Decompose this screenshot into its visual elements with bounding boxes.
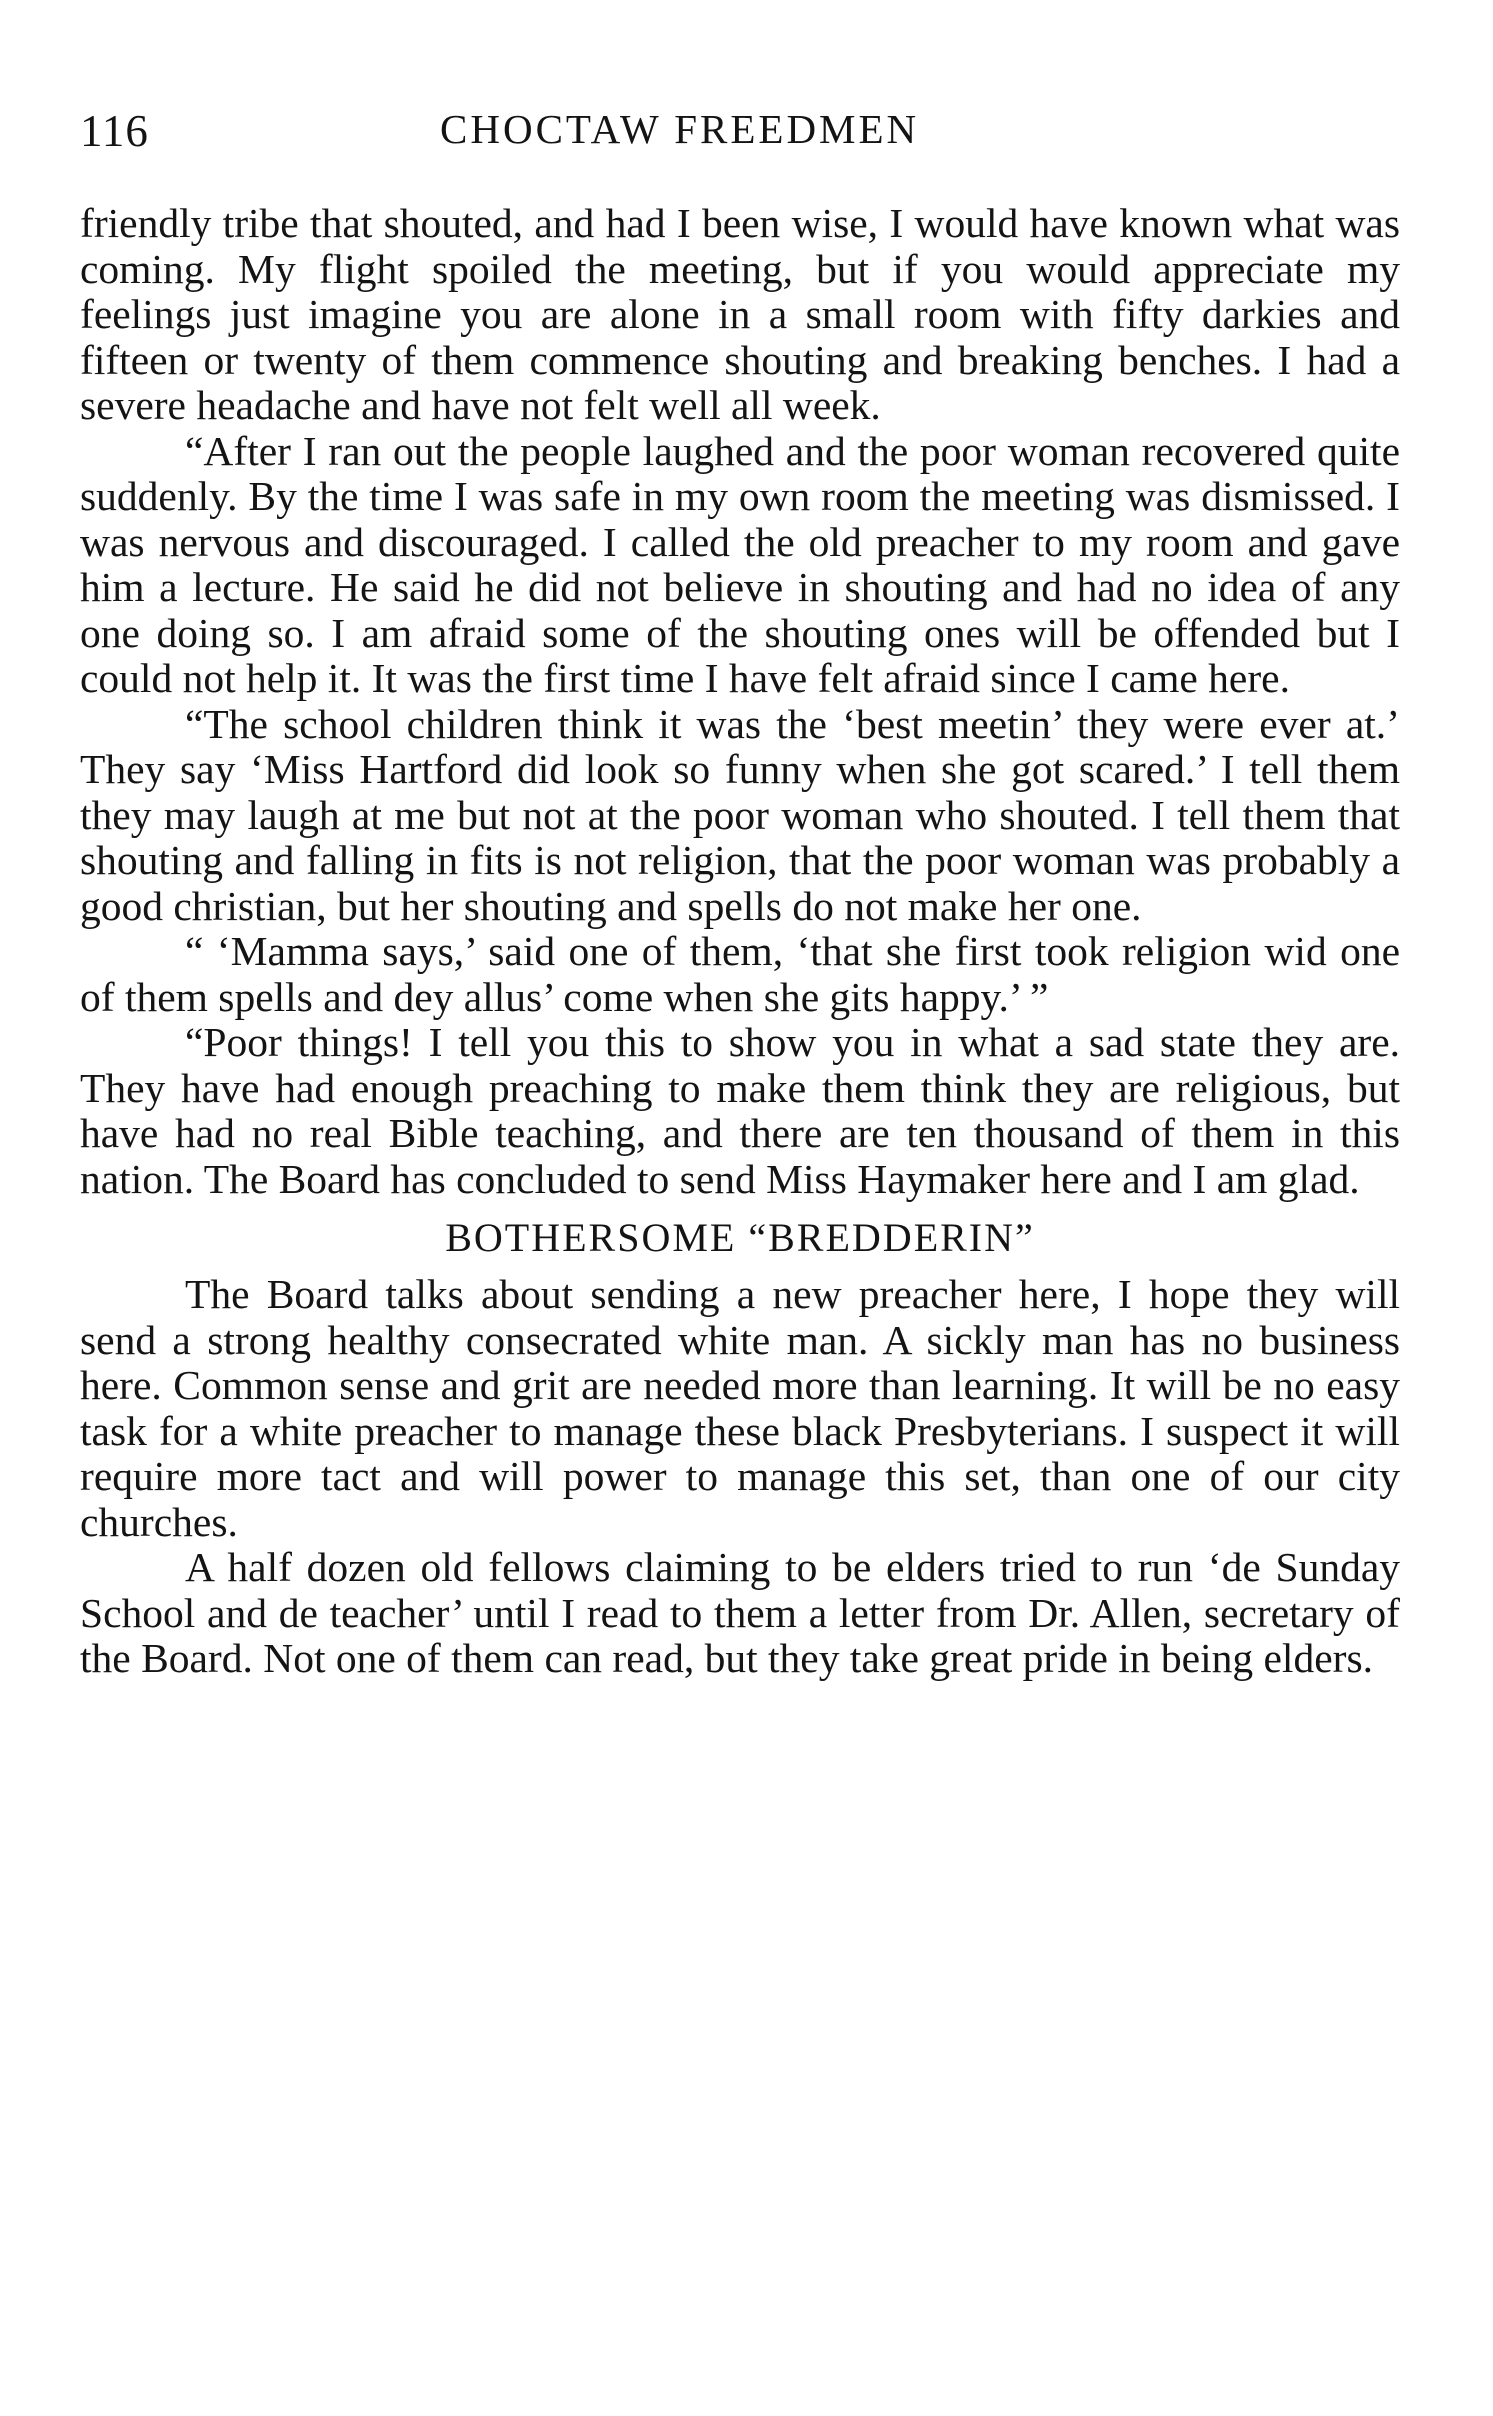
page-number: 116 <box>80 106 149 156</box>
paragraph: “After I ran out the people laughed and the poor woman recovered quite suddenly. By the time I was safe in my own room the meeting was dismissed. I was nervous and discouraged. I called the old preacher to my room and gave him a lecture. He said he did not believe in shouting and had no idea of any one doing so. I am afraid some of the shouting ones will be offended but I could not help it. It was the first time I have felt afraid since I came here. <box>80 427 1400 701</box>
book-page <box>80 95 1400 1682</box>
paragraph: “Poor things! I tell you this to show you in what a sad state they are. They have had enough preaching to make them think they are religious, but have had no real Bible teaching, and there are ten thousand of them in this nation. The Board has concluded to send Miss Haymaker here and I am glad. <box>80 1019 1400 1202</box>
paragraph: “The school children think it was the ‘best meetin’ they were ever at.’ They say ‘Miss Hartford did look so funny when she got scared.’ I tell them they may laugh at me but not at the poor woman who shouted. I tell them that shouting and falling in fits is not religion, that the poor woman was probably a good christian, but her shouting and spells do not make her one. <box>80 700 1400 929</box>
paragraph-continued: friendly tribe that shouted, and had I been wise, I would have known what was coming. My flight spoiled the meeting, but if you would appreciate my feelings just imagine you are alone in a small room with fifty darkies and fifteen or twenty of them commence shouting and breaking benches. I had a severe headache and have not felt well all week. <box>80 200 1400 428</box>
paragraph: The Board talks about sending a new preacher here, I hope they will send a strong healthy consecrated white man. A sickly man has no business here. Common sense and grit are needed more than learning. It will be no easy task for a white preacher to manage these black Presbyterians. I suspect it will require more tact and will power to manage this set, than one of our city churches. <box>80 1271 1400 1545</box>
running-title: CHOCTAW FREEDMEN <box>440 106 920 152</box>
paragraph: A half dozen old fellows claiming to be elders tried to run ‘de Sunday School and de teacher’ until I read to them a letter from Dr. Allen, secretary of the Board. Not one of them can read, but they take great pride in being elders. <box>80 1544 1400 1681</box>
body-text <box>80 201 1400 1682</box>
paragraph: “ ‘Mamma says,’ said one of them, ‘that she first took religion wid one of them spells and dey allus’ come when she gits happy.’ ” <box>80 928 1400 1020</box>
section-heading: BOTHERSOME “BREDDERIN” <box>445 1215 1035 1260</box>
page-header <box>80 95 1400 165</box>
